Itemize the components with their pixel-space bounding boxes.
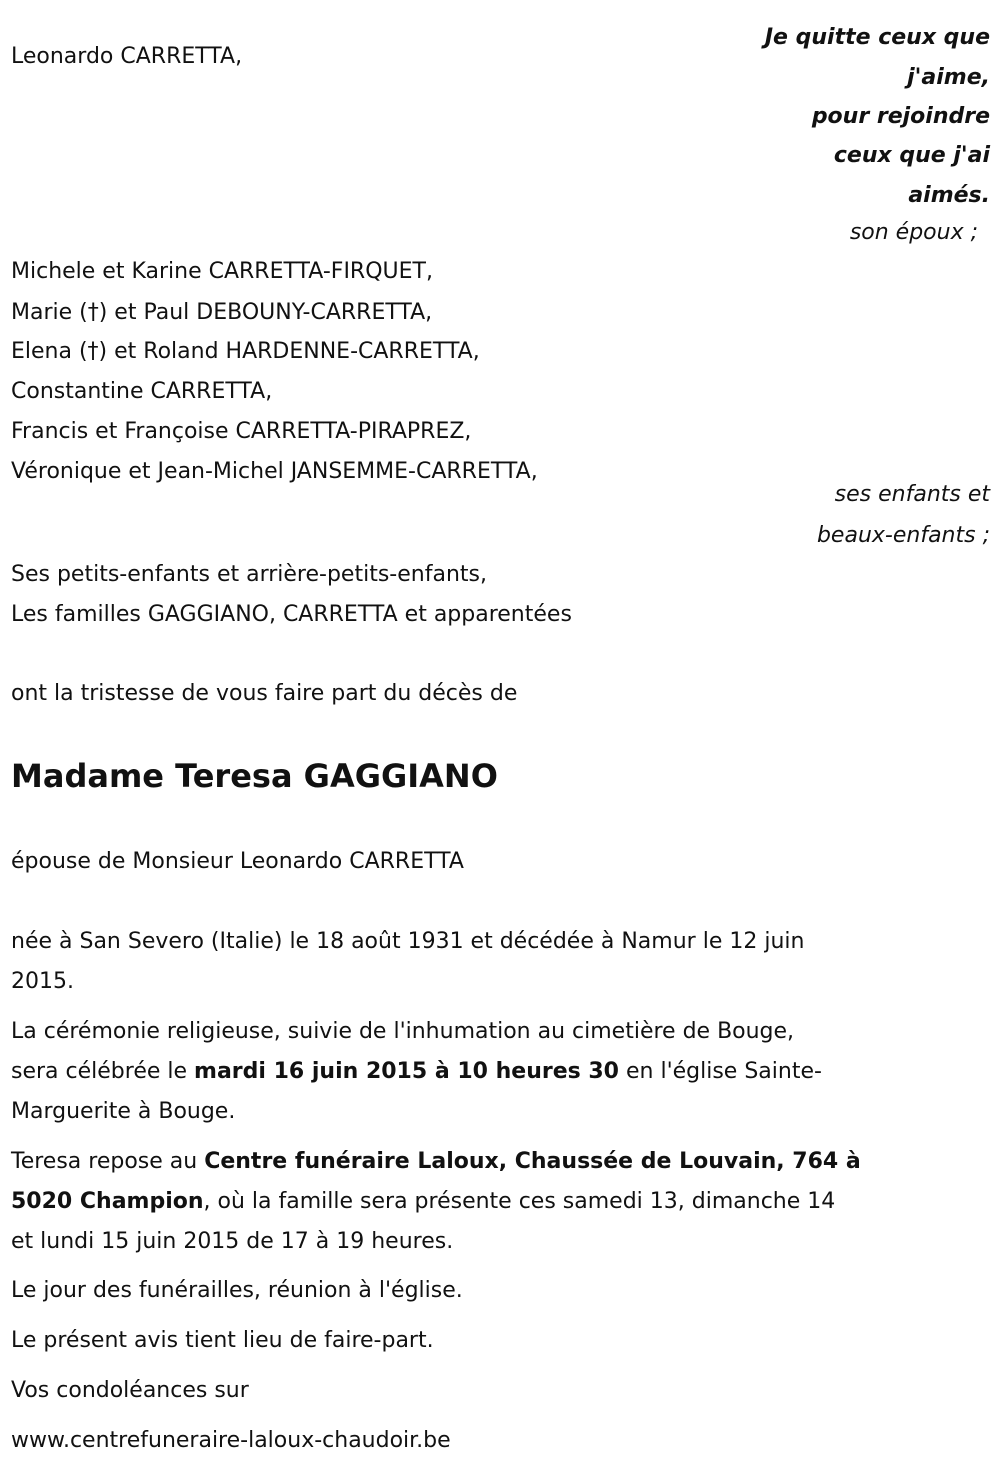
poem-line: pour rejoindre bbox=[811, 104, 990, 129]
others-line: Les familles GAGGIANO, CARRETTA et apparentées bbox=[11, 602, 572, 627]
poem-line: aimés. bbox=[908, 183, 990, 208]
poem-line: j'aime, bbox=[907, 65, 990, 90]
child-line: Michele et Karine CARRETTA-FIRQUET, bbox=[11, 259, 433, 284]
condolences-label: Vos condoléances sur bbox=[11, 1378, 249, 1403]
repose-text: Teresa repose au bbox=[11, 1149, 205, 1174]
ceremony-line: Marguerite à Bouge. bbox=[11, 1099, 236, 1124]
children-role: ses enfants et bbox=[834, 482, 990, 507]
meeting-note: Le jour des funérailles, réunion à l'église. bbox=[11, 1278, 463, 1303]
child-line: Marie (†) et Paul DEBOUNY-CARRETTA, bbox=[11, 300, 433, 325]
ceremony-line: La cérémonie religieuse, suivie de l'inhumation au cimetière de Bouge, bbox=[11, 1019, 795, 1044]
child-line: Elena (†) et Roland HARDENNE-CARRETTA, bbox=[11, 339, 480, 364]
others-line: Ses petits-enfants et arrière-petits-enfants, bbox=[11, 562, 487, 587]
spouse-name: Leonardo CARRETTA, bbox=[11, 44, 243, 69]
birth-death-line: 2015. bbox=[11, 969, 74, 994]
announcement: ont la tristesse de vous faire part du décès de bbox=[11, 681, 518, 706]
spouse-of: épouse de Monsieur Leonardo CARRETTA bbox=[11, 849, 464, 874]
spouse-role: son époux ; bbox=[849, 220, 978, 245]
notice-note: Le présent avis tient lieu de faire-part. bbox=[11, 1328, 434, 1353]
ceremony-line bbox=[11, 1052, 822, 1092]
deceased-name: Madame Teresa GAGGIANO bbox=[11, 757, 498, 795]
child-line: Francis et Françoise CARRETTA-PIRAPREZ, bbox=[11, 419, 472, 444]
repose-line bbox=[11, 1182, 835, 1222]
repose-line bbox=[11, 1142, 861, 1182]
ceremony-datetime: mardi 16 juin 2015 à 10 heures 30 bbox=[194, 1059, 619, 1084]
repose-location: Centre funéraire Laloux, Chaussée de Louvain, 764 à bbox=[204, 1149, 861, 1174]
ceremony-text: en l'église Sainte- bbox=[619, 1059, 822, 1084]
children-role: beaux-enfants ; bbox=[816, 523, 990, 548]
poem-line: ceux que j'ai bbox=[833, 143, 990, 168]
child-line: Constantine CARRETTA, bbox=[11, 379, 273, 404]
repose-line: et lundi 15 juin 2015 de 17 à 19 heures. bbox=[11, 1229, 454, 1254]
child-line: Véronique et Jean-Michel JANSEMME-CARRETTA, bbox=[11, 459, 538, 484]
website-link[interactable]: www.centrefuneraire-laloux-chaudoir.be bbox=[11, 1428, 451, 1453]
repose-text: , où la famille sera présente ces samedi 13, dimanche 14 bbox=[203, 1189, 836, 1214]
ceremony-text: sera célébrée le bbox=[11, 1059, 195, 1084]
birth-death-line: née à San Severo (Italie) le 18 août 1931 et décédée à Namur le 12 juin bbox=[11, 929, 805, 954]
poem-line: Je quitte ceux que bbox=[764, 25, 990, 50]
repose-location: 5020 Champion bbox=[11, 1189, 204, 1214]
